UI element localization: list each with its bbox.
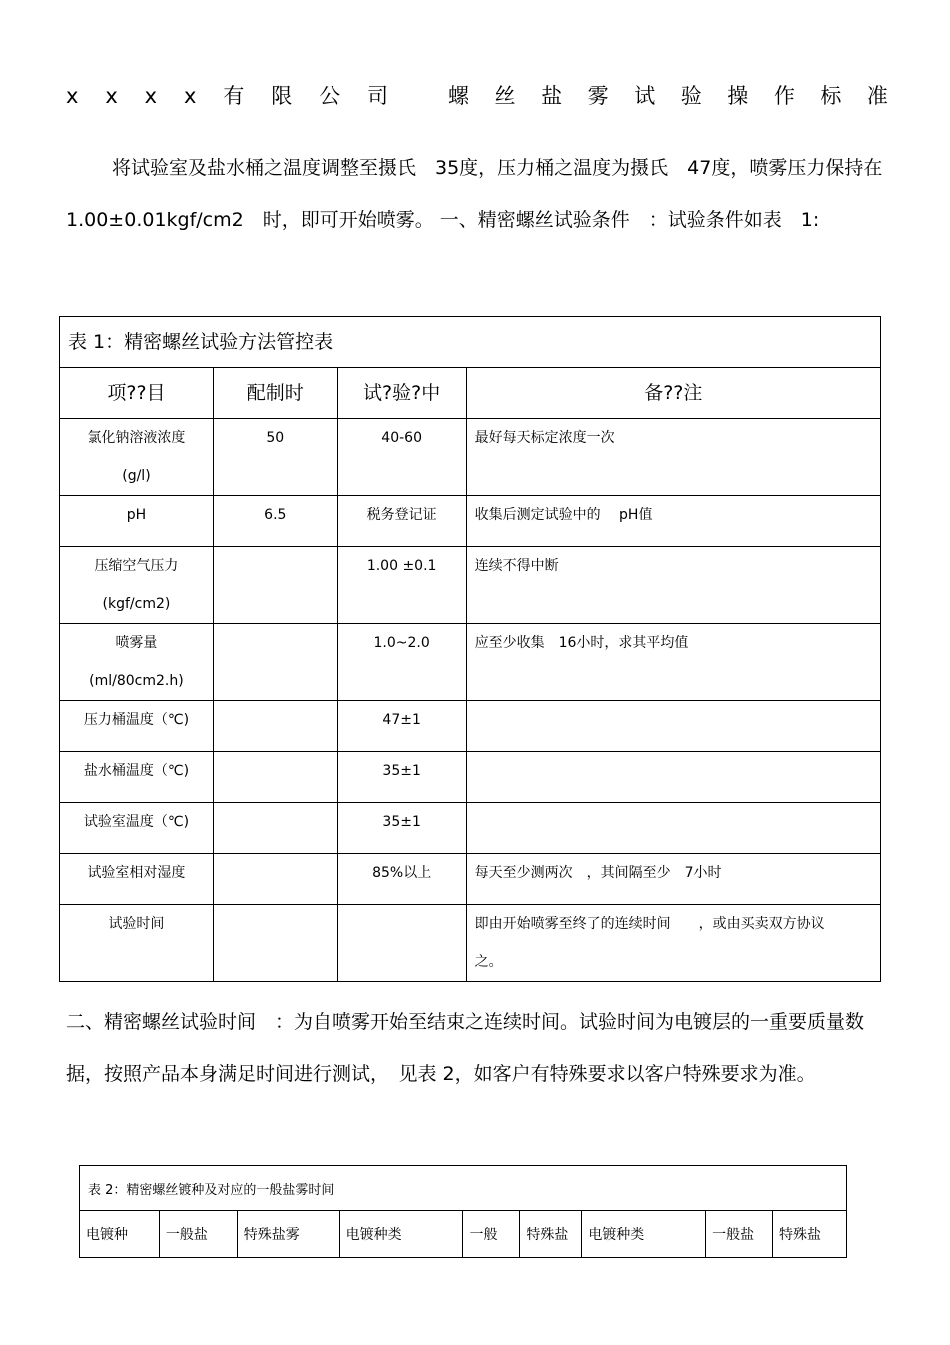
note-cell <box>466 701 880 752</box>
column-header: 特殊盐 <box>520 1211 582 1258</box>
title-char: 雾 <box>587 84 609 108</box>
prep-cell: 50 <box>213 419 337 496</box>
test-cell: 85%以上 <box>337 854 466 905</box>
title-char: x <box>144 84 158 108</box>
item-unit: (ml/80cm2.h) <box>89 673 184 689</box>
table-row <box>60 547 881 624</box>
title-char: 限 <box>271 84 293 108</box>
note-cell: 即由开始喷雾至终了的连续时间 ，或由买卖双方协议 <box>474 916 825 932</box>
title-char: 作 <box>773 84 795 108</box>
prep-cell <box>213 547 337 624</box>
test-cell: 40-60 <box>337 419 466 496</box>
item-cell: 压力桶温度（℃) <box>60 701 214 752</box>
column-header: 一般盐 <box>706 1211 773 1258</box>
prep-cell <box>213 803 337 854</box>
title-char: x <box>66 84 79 108</box>
title-char: 试 <box>634 84 656 108</box>
column-header: 试?验?中 <box>337 368 466 419</box>
test-cell: 47±1 <box>337 701 466 752</box>
note-cell: 最好每天标定浓度一次 <box>466 419 880 496</box>
table-row <box>60 752 881 803</box>
title-char: 丝 <box>494 84 516 108</box>
item-cell: 试验室相对湿度 <box>60 854 214 905</box>
test-cell <box>337 905 466 982</box>
test-conditions-table <box>59 316 881 982</box>
test-cell: 35±1 <box>337 752 466 803</box>
table-caption: 表 1：精密螺丝试验方法管控表 <box>60 317 881 368</box>
table-row <box>60 905 881 982</box>
prep-cell <box>213 854 337 905</box>
table-row <box>60 496 881 547</box>
title-char: x <box>183 84 197 108</box>
test-cell: 35±1 <box>337 803 466 854</box>
title-char: 验 <box>680 84 702 108</box>
test-cell: 1.0~2.0 <box>337 624 466 701</box>
note-cell <box>466 752 880 803</box>
item-cell: 喷雾量 <box>115 635 158 651</box>
test-cell: 1.00 ±0.1 <box>337 547 466 624</box>
title-char: 标 <box>820 84 842 108</box>
prep-cell <box>213 905 337 982</box>
item-cell: 盐水桶温度（℃) <box>60 752 214 803</box>
prep-cell <box>213 752 337 803</box>
plating-time-table <box>79 1165 847 1258</box>
title-char: 螺 <box>448 84 469 108</box>
column-header: 备??注 <box>466 368 880 419</box>
title-char: 盐 <box>541 84 563 108</box>
prep-cell <box>213 624 337 701</box>
item-cell: 氯化钠溶液浓度 <box>87 430 186 446</box>
title-char: 司 <box>366 84 388 108</box>
item-unit: (kgf/cm2) <box>102 596 171 612</box>
company-name <box>66 82 388 110</box>
table-row <box>60 854 881 905</box>
title-char: 准 <box>866 84 888 108</box>
column-header: 一般 <box>463 1211 520 1258</box>
note-cell: 收集后测定试验中的 pH值 <box>466 496 880 547</box>
title-char: 公 <box>319 84 341 108</box>
item-unit: (g/l) <box>122 468 151 484</box>
title-char: 操 <box>727 84 749 108</box>
note-cell: 每天至少测两次 ，其间隔至少 7小时 <box>466 854 880 905</box>
item-cell: pH <box>60 496 214 547</box>
column-header: 电镀种 <box>80 1211 160 1258</box>
title-char: x <box>105 84 118 108</box>
table-row <box>60 624 881 701</box>
column-header: 电镀种类 <box>582 1211 706 1258</box>
time-paragraph: 二、精密螺丝试验时间 ：为自喷雾开始至结束之连续时间。试验时间为电镀层的一重要质量数据，按照产品本身满足时间进行测试， 见表 2，如客户有特殊要求以客户特殊要求为准。 <box>66 1011 865 1085</box>
title-char: 有 <box>223 84 245 108</box>
standard-name <box>448 82 888 110</box>
note-cell: 连续不得中断 <box>466 547 880 624</box>
note-cell <box>466 803 880 854</box>
document-title <box>66 82 888 110</box>
column-header: 特殊盐 <box>773 1211 847 1258</box>
prep-cell <box>213 701 337 752</box>
note-cell-continued: 之。 <box>474 954 503 970</box>
table-row <box>60 803 881 854</box>
intro-paragraph: 将试验室及盐水桶之温度调整至摄氏 35度，压力桶之温度为摄氏 47度，喷雾压力保持在 1.00±0.01kgf/cm2 时，即可开始喷雾。 一、精密螺丝试验条件 ：试验条件如表 1: <box>66 157 902 231</box>
item-cell: 试验时间 <box>60 905 214 982</box>
prep-cell: 6.5 <box>213 496 337 547</box>
column-header: 电镀种类 <box>339 1211 463 1258</box>
table-row <box>60 419 881 496</box>
item-cell: 压缩空气压力 <box>94 558 179 574</box>
note-cell: 应至少收集 16小时，求其平均值 <box>466 624 880 701</box>
column-header: 配制时 <box>213 368 337 419</box>
table-caption: 表 2：精密螺丝镀种及对应的一般盐雾时间 <box>80 1166 847 1211</box>
item-cell: 试验室温度（℃) <box>60 803 214 854</box>
table-row <box>60 701 881 752</box>
column-header: 特殊盐雾 <box>237 1211 339 1258</box>
test-cell: 税务登记证 <box>337 496 466 547</box>
column-header: 项??目 <box>60 368 214 419</box>
column-header: 一般盐 <box>159 1211 237 1258</box>
